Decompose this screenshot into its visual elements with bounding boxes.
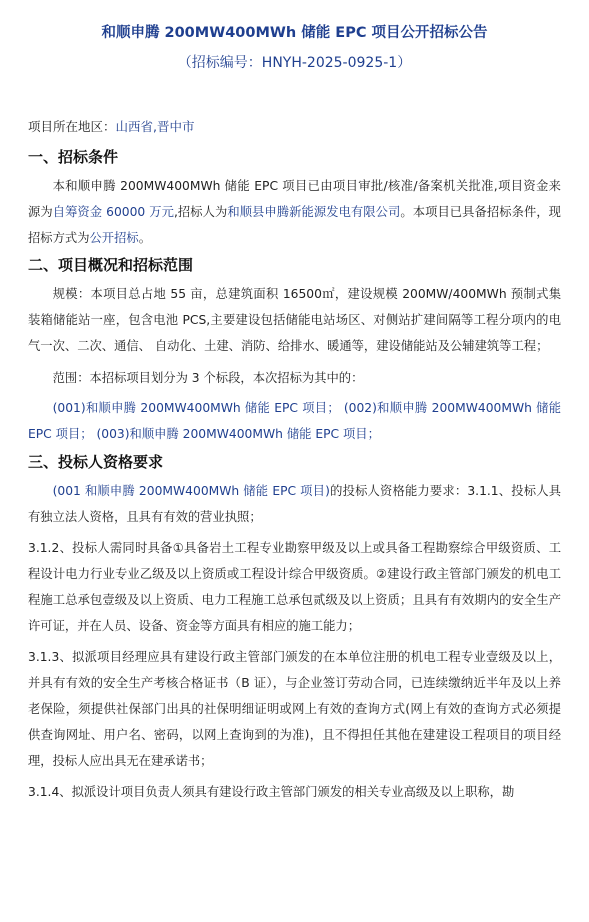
location-value: 山西省,晋中市 bbox=[115, 119, 195, 134]
bid-conditions-paragraph bbox=[28, 173, 561, 251]
project-location bbox=[28, 117, 561, 137]
qualification-item-3-1-2: 3.1.2、投标人需同时具备①具备岩土工程专业勘察甲级及以上或具备工程勘察综合甲级资质、工程设计电力行业专业乙级及以上资质或工程设计综合甲级资质。②建设行政主管部门颁发的机电工程施工总承包壹级及以上资质、电力工程施工总承包贰级及以上资质；且具有有效期内的安全生产许可证，并在人员、设备、资金等方面具有相应的施工能力； bbox=[28, 541, 561, 633]
notice-title: 和顺申腾 200MW400MWh 储能 EPC 项目公开招标公告 bbox=[101, 25, 488, 41]
tender-method: 公开招标 bbox=[89, 231, 139, 245]
lot-reference: (001 和顺申腾 200MW400MWh 储能 EPC 项目) bbox=[52, 484, 330, 498]
qualification-item-3-1-3: 3.1.3、拟派项目经理应具有建设行政主管部门颁发的在本单位注册的机电工程专业壹级及以上，并具有有效的安全生产考核合格证书（B 证），与企业签订劳动合同，已连续缴纳近半年及以上养老保险，须提供社保部门出具的社保明细证明或网上有效的查询方式(网上有效的查询方式必须提供查询网址、用户名、密码，以网上查询到的为准)，且不得担任其他在建建设工程项目的项目经理，投标人应出具无在建承诺书； bbox=[28, 650, 561, 768]
bid-conditions-text-2: ,招标人为 bbox=[173, 205, 228, 219]
section-heading-qualifications: 三、投标人资格要求 bbox=[28, 453, 164, 471]
lots-paragraph: (001)和顺申腾 200MW400MWh 储能 EPC 项目； (002)和顺申腾 200MW400MWh 储能 EPC 项目； (003)和顺申腾 200MW400MWh 储能 EPC 项目； bbox=[28, 401, 561, 441]
section-heading-overview: 二、项目概况和招标范围 bbox=[28, 256, 194, 274]
qualification-item-3-1-4: 3.1.4、拟派设计项目负责人须具有建设行政主管部门颁发的相关专业高级及以上职称，勘 bbox=[28, 785, 515, 799]
funding-source: 自筹资金 60000 万元 bbox=[52, 205, 174, 219]
location-label: 项目所在地区： bbox=[28, 119, 116, 134]
tenderer-name: 和顺县申腾新能源发电有限公司 bbox=[227, 205, 401, 219]
project-scale-paragraph: 规模：本项目总占地 55 亩，总建筑面积 16500㎡，建设规模 200MW/400MWh 预制式集装箱储能站一座，包含电池 PCS,主要建设包括储能电站场区、对侧站扩建间隔等工程分项内的电气一次、二次、通信、 自动化、土建、消防、给排水、暖通等，建设储能站及公辅建筑等工程； bbox=[28, 287, 561, 353]
qualification-intro-paragraph bbox=[28, 478, 561, 530]
tender-scope-paragraph: 范围：本招标项目划分为 3 个标段，本次招标为其中的： bbox=[52, 371, 364, 385]
section-heading-bid-conditions: 一、招标条件 bbox=[28, 148, 119, 166]
qualification-intro-text: 的投标人资格能力要求：3.1.1、投标人具有独立法人资格，且具有有效的营业执照； bbox=[28, 484, 561, 524]
bid-conditions-text-4: 。 bbox=[138, 231, 152, 245]
bid-conditions-text-3: 。本项目已具备招标条件，现招标方式为 bbox=[28, 205, 561, 245]
bid-conditions-text-1: 本和顺申腾 200MW400MWh 储能 EPC 项目已由项目审批/核准/备案机关批准,项目资金来源为 bbox=[28, 179, 561, 219]
bid-code: （招标编号：HNYH-2025-0925-1） bbox=[177, 55, 412, 71]
